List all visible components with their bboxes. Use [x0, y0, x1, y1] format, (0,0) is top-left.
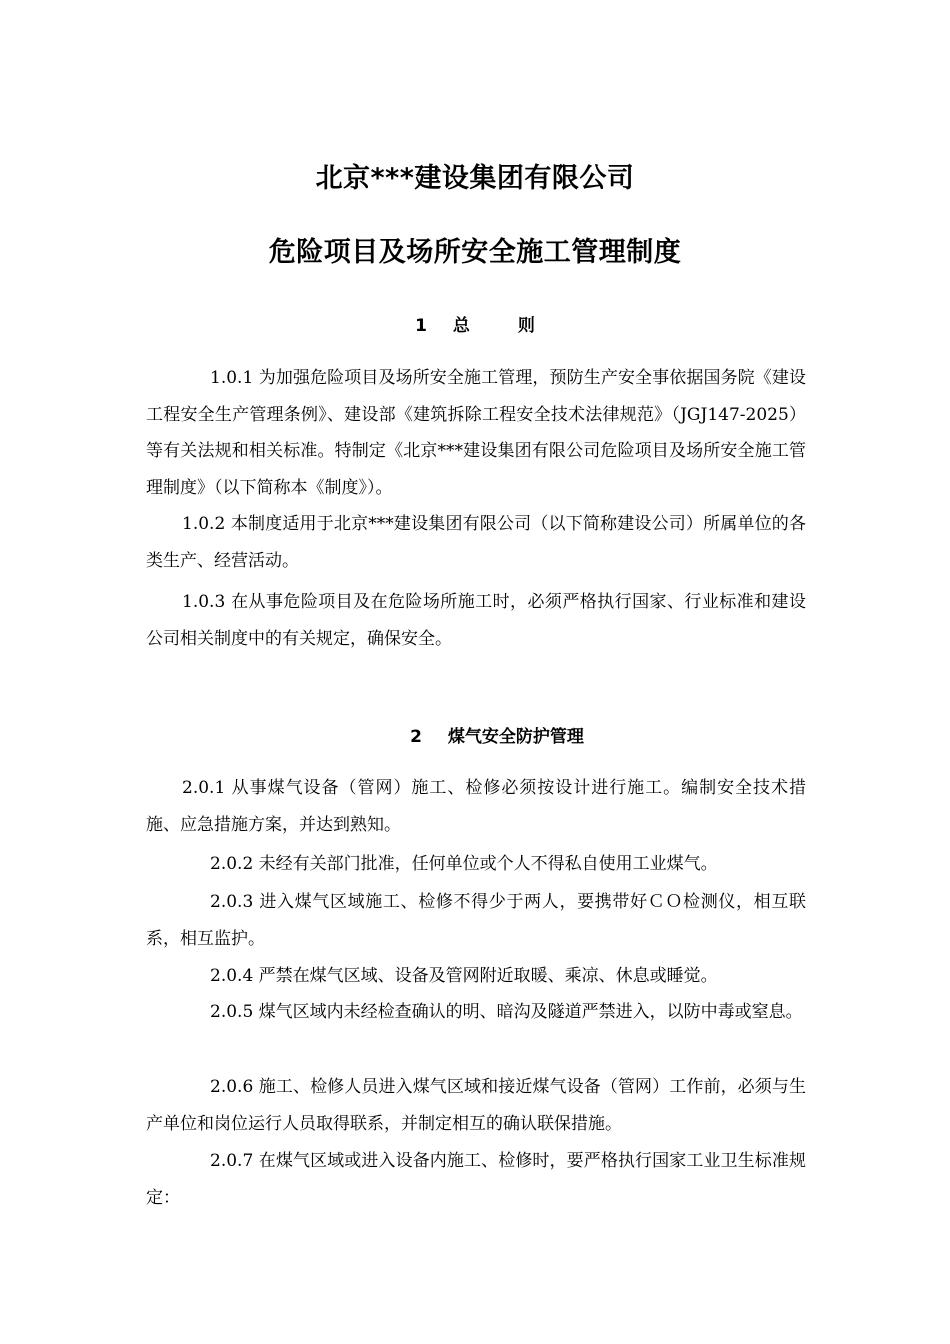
clause-2-0-3: 2.0.3 进入煤气区域施工、检修不得少于两人，要携带好ＣＯ检测仪，相互联系，相互监护。 [146, 892, 806, 949]
clause-2-0-7: 2.0.7 在煤气区域或进入设备内施工、检修时，要严格执行国家工业卫生标准规定： [146, 1151, 806, 1208]
document-title-company: 北京***建设集团有限公司 [315, 163, 635, 194]
section-1-number: 1 [415, 316, 427, 336]
clause-1-0-1: 1.0.1 为加强危险项目及场所安全施工管理，预防生产安全事依据国务院《建设工程安全生产管理条例》、建设部《建筑拆除工程安全技术法律规范》（JGJ147-2025）等有关法规和相关标准。特制定《北京***建设集团有限公司危险项目及场所安全施工管理制度》（以下简称本《制度》）。 [146, 368, 806, 498]
clause-2-0-5: 2.0.5 煤气区域内未经检查确认的明、暗沟及隧道严禁进入，以防中毒或窒息。 [210, 1002, 803, 1022]
clause-2-0-2: 2.0.2 未经有关部门批准，任何单位或个人不得私自使用工业煤气。 [210, 854, 718, 874]
section-2-number: 2 [410, 727, 422, 747]
document-title-regulation: 危险项目及场所安全施工管理制度 [268, 237, 682, 268]
clause-2-0-4: 2.0.4 严禁在煤气区域、设备及管网附近取暖、乘凉、休息或睡觉。 [210, 966, 718, 986]
clause-1-0-2: 1.0.2 本制度适用于北京***建设集团有限公司（以下简称建设公司）所属单位的各类生产、经营活动。 [146, 514, 806, 571]
section-2-heading-text: 煤气安全防护管理 [447, 727, 584, 747]
section-1-heading-char-2: 则 [517, 316, 535, 336]
clause-1-0-3: 1.0.3 在从事危险项目及在危险场所施工时，必须严格执行国家、行业标准和建设公司相关制度中的有关规定，确保安全。 [146, 592, 806, 649]
section-1-heading [0, 311, 950, 336]
section-2-heading [22, 722, 950, 747]
clause-2-0-1: 2.0.1 从事煤气设备（管网）施工、检修必须按设计进行施工。编制安全技术措施、应急措施方案，并达到熟知。 [146, 778, 806, 835]
clause-2-0-6: 2.0.6 施工、检修人员进入煤气区域和接近煤气设备（管网）工作前，必须与生产单位和岗位运行人员取得联系，并制定相互的确认联保措施。 [146, 1077, 806, 1134]
section-1-heading-char-1: 总 [452, 316, 470, 336]
